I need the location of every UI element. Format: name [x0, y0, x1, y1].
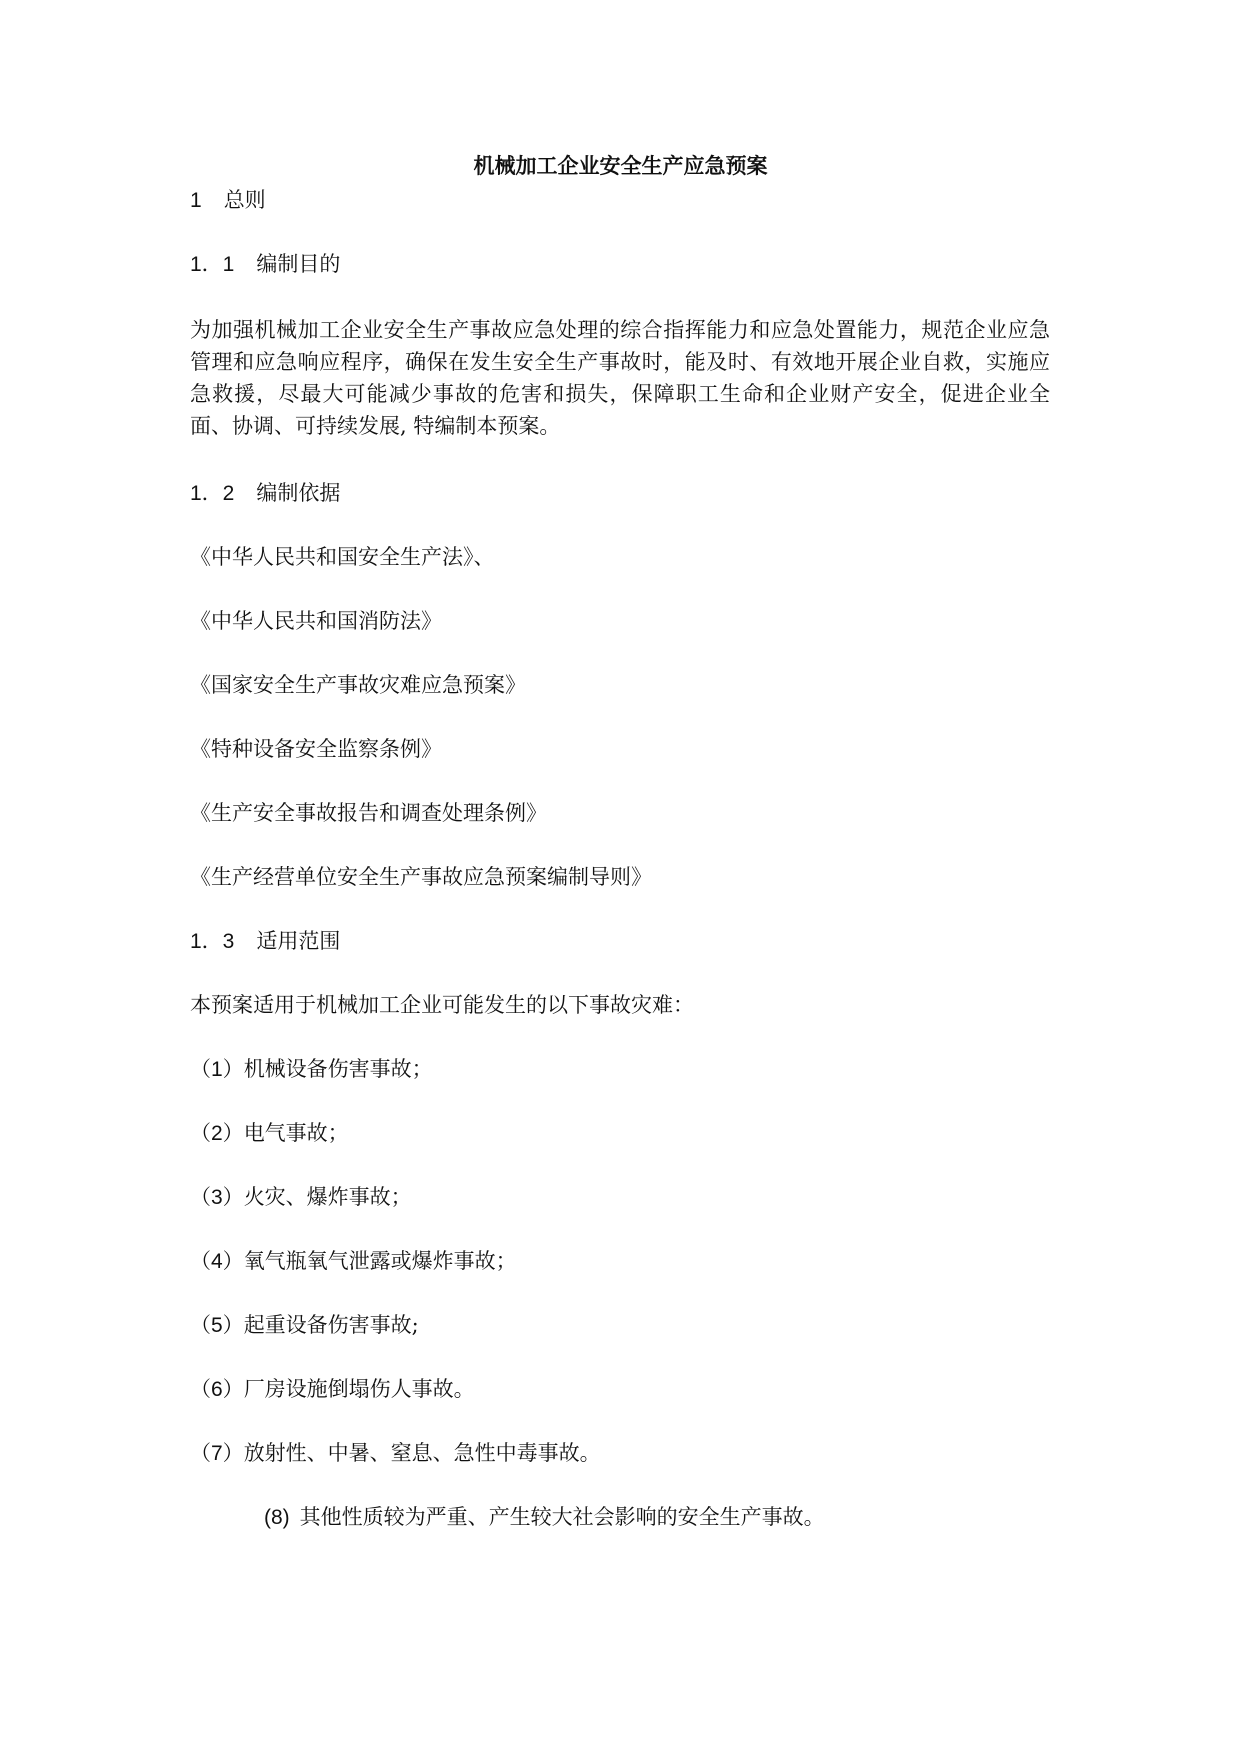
list-marker: （7）	[190, 1442, 244, 1465]
scope-item	[190, 1437, 1070, 1470]
section-number: 1．1	[190, 253, 235, 276]
basis-item: 《中华人民共和国消防法》	[190, 609, 442, 633]
scope-item	[190, 1245, 1070, 1278]
scope-item	[190, 1309, 1070, 1342]
list-text: 其他性质较为严重、产生较大社会影响的安全生产事故。	[299, 1505, 825, 1529]
scope-intro: 本预案适用于机械加工企业可能发生的以下事故灾难：	[190, 993, 694, 1017]
basis-item: 《中华人民共和国安全生产法》、	[190, 545, 495, 569]
purpose-paragraph: 为加强机械加工企业安全生产事故应急处理的综合指挥能力和应急处置能力，规范企业应急管理和应急响应程序，确保在发生安全生产事故时，能及时、有效地开展企业自救，实施应急救援，尽最大可能减少事故的危害和损失，保障职工生命和企业财产安全，促进企业全面、协调、可持续发展, 特编制本预案。	[190, 318, 1050, 438]
list-text: 火灾、爆炸事故；	[243, 1185, 412, 1209]
list-marker: (8)	[264, 1506, 290, 1529]
list-marker: （6）	[190, 1378, 244, 1401]
scope-item	[190, 1053, 1070, 1086]
basis-item: 《生产经营单位安全生产事故应急预案编制导则》	[190, 865, 652, 889]
scope-item	[190, 1373, 1070, 1406]
section-1-1-heading	[190, 248, 1070, 281]
list-text: 厂房设施倒塌伤人事故。	[243, 1377, 475, 1401]
list-marker: （4）	[190, 1250, 244, 1273]
section-label: 适用范围	[256, 929, 341, 953]
list-text: 氧气瓶氧气泄露或爆炸事故；	[243, 1249, 517, 1273]
scope-item	[190, 1117, 1070, 1150]
basis-item: 《国家安全生产事故灾难应急预案》	[190, 673, 526, 697]
section-number: 1	[190, 189, 202, 212]
list-text: 机械设备伤害事故；	[243, 1057, 433, 1081]
scope-item	[264, 1501, 1144, 1534]
scope-item	[190, 1181, 1070, 1214]
list-marker: （2）	[190, 1122, 244, 1145]
list-marker: （3）	[190, 1186, 244, 1209]
section-label: 总则	[223, 188, 266, 212]
section-label: 编制依据	[256, 481, 341, 505]
list-text: 起重设备伤害事故;	[243, 1313, 419, 1337]
section-number: 1．3	[190, 930, 235, 953]
section-1-heading	[190, 184, 1070, 217]
section-1-2-heading	[190, 477, 1070, 510]
basis-item: 《特种设备安全监察条例》	[190, 737, 442, 761]
list-text: 放射性、中暑、窒息、急性中毒事故。	[243, 1441, 601, 1465]
list-marker: （1）	[190, 1058, 244, 1081]
section-1-3-heading	[190, 925, 1070, 958]
document-title: 机械加工企业安全生产应急预案	[473, 153, 768, 178]
section-number: 1．2	[190, 482, 235, 505]
list-marker: （5）	[190, 1314, 244, 1337]
basis-item: 《生产安全事故报告和调查处理条例》	[190, 801, 547, 825]
section-label: 编制目的	[256, 252, 341, 276]
list-text: 电气事故；	[243, 1121, 349, 1145]
